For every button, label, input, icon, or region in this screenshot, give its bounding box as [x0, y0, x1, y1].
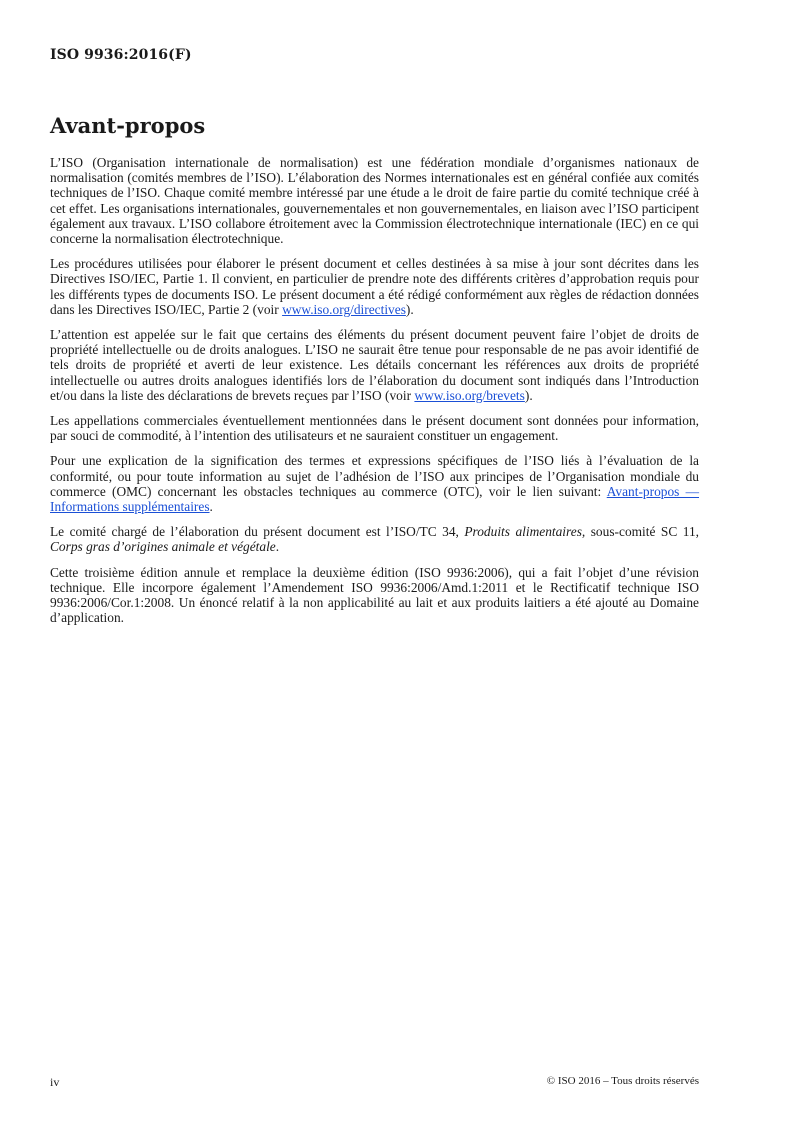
paragraph-committee-text-2: sous-comité SC 11, — [585, 524, 700, 540]
brevets-link[interactable]: www.iso.org/brevets — [414, 387, 525, 403]
paragraph-procedures — [50, 256, 699, 317]
paragraph-conformity-text: Pour une explication de la signification des termes et expressions spécifiques de l’ISO liés à l’évaluation de la conformité, ou pour toute information au sujet de l’adhésion de l’ISO aux principes de l’Organisation mondiale du commerce (OMC) concernant les obstacles techniques au commerce (OTC), voir le lien suivant: — [50, 453, 699, 499]
paragraph-conformity — [50, 453, 699, 514]
paragraph-patents — [50, 327, 699, 403]
directives-link[interactable]: www.iso.org/directives — [282, 301, 406, 317]
document-identifier: ISO 9936:2016(F) — [50, 47, 192, 63]
foreword-body — [50, 155, 699, 635]
copyright-notice: © ISO 2016 – Tous droits réservés — [546, 1075, 699, 1087]
paragraph-procedures-end: ). — [405, 301, 414, 317]
paragraph-procedures-text: Les procédures utilisées pour élaborer le présent document et celles destinées à sa mise à jour sont décrites dans les Directives ISO/IEC, Partie 1. Il convient, en particulier de prendre note des différents critères d’approbation requis pour les différents types de documents ISO. Le présent document a été rédigé conformément aux règles de rédaction données dans les Directives ISO/IEC, Partie 2 (voir — [50, 256, 699, 317]
committee-name: Produits alimentaires, — [464, 524, 586, 540]
paragraph-edition: Cette troisième édition annule et remplace la deuxième édition (ISO 9936:2006), qui a fait l’objet d’une révision technique. Elle incorpore également l’Amendement ISO 9936:2006/Amd.1:2011 et le Rectificatif technique ISO 9936:2006/Cor.1:2008. Un énoncé relatif à la non applicabilité au lait et aux produits laitiers a été ajouté au Domaine d’application. — [50, 564, 699, 626]
page-number: iv — [50, 1075, 60, 1089]
paragraph-conformity-end: . — [209, 499, 213, 515]
paragraph-patents-text: L’attention est appelée sur le fait que certains des éléments du présent document peuvent faire l’objet de droits de propriété intellectuelle ou de droits analogues. L’ISO ne saurait être tenue pour responsable de ne pas avoir identifié de tels droits de propriété et averti de leur existence. Les détails concernant les références aux droits de propriété intellectuelle ou autres droits analogues identifiés lors de l’élaboration du document sont indiqués dans l’Introduction et/ou dans la liste des déclarations de brevets reçues par l’ISO (voir — [50, 327, 699, 403]
paragraph-patents-end: ). — [524, 387, 533, 403]
paragraph-committee-end: . — [275, 539, 280, 555]
supplementary-info-link[interactable]: Avant-propos — Informations supplémentaires — [50, 483, 699, 515]
section-title: Avant-propos — [50, 113, 206, 138]
paragraph-committee-text-1: Le comité chargé de l’élaboration du présent document est l’ISO/TC 34, — [50, 524, 465, 540]
paragraph-iso-organisation: L’ISO (Organisation internationale de normalisation) est une fédération mondiale d’organismes nationaux de normalisation (comités membres de l’ISO). L’élaboration des Normes internationales est en général confiée aux comités techniques de l’ISO. Chaque comité membre intéressé par une étude a le droit de faire partie du comité technique créé à cet effet. Les organisations internationales, gouvernementales et non gouvernementales, en liaison avec l’ISO participent également aux travaux. L’ISO collabore étroitement avec la Commission électrotechnique internationale (IEC) en ce qui concerne la normalisation électrotechnique. — [50, 155, 699, 247]
paragraph-trade-names: Les appellations commerciales éventuellement mentionnées dans le présent document sont données pour information, par souci de commodité, à l’intention des utilisateurs et ne sauraient constituer un engagement. — [50, 413, 699, 444]
subcommittee-name: Corps gras d’origines animale et végétale — [50, 539, 276, 555]
paragraph-committee — [50, 524, 699, 554]
